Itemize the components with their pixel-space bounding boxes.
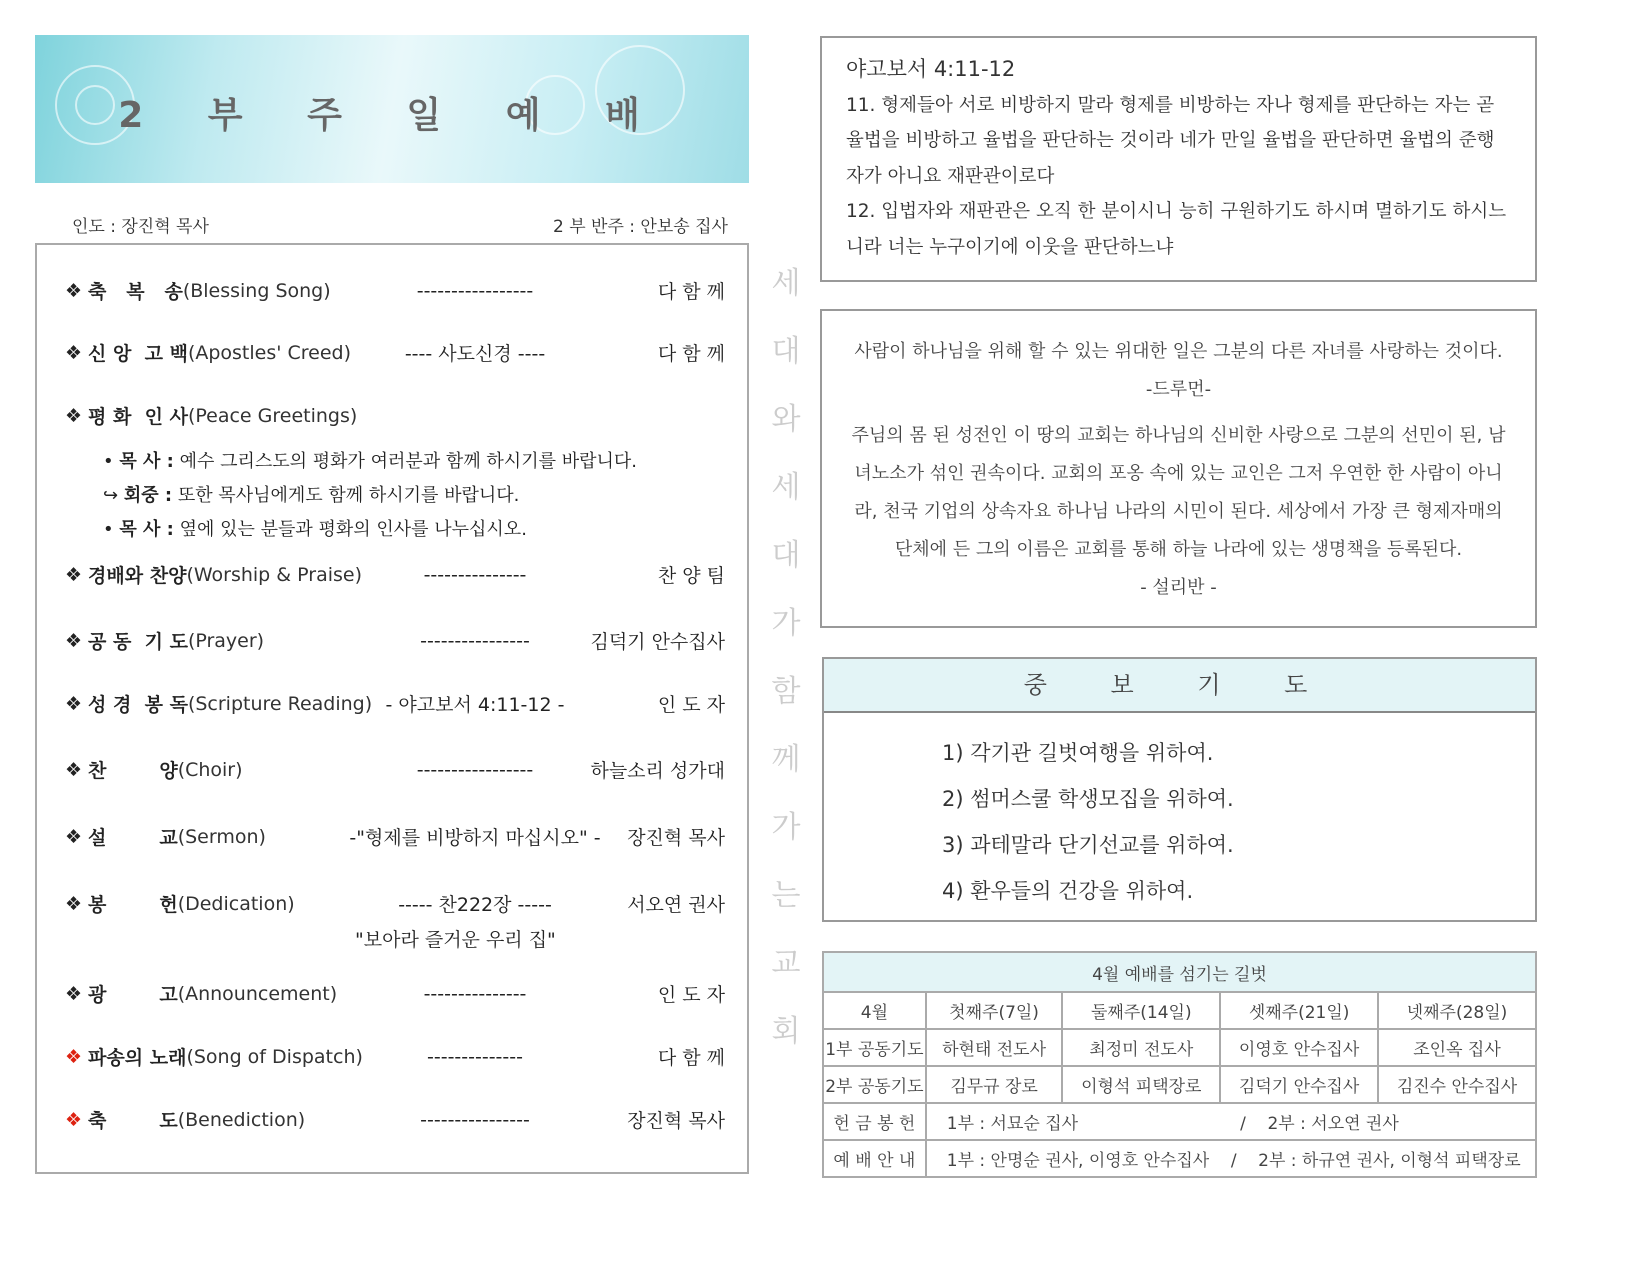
quote-2: 주님의 몸 된 성전인 이 땅의 교회는 하나님의 신비한 사랑으로 그분의 선민이 된, 남녀노소가 섞인 권속이다. 교회의 포옹 속에 있는 교인은 그저 우연한 한 사람이 아니라, 천국 기업의 상속자요 하나님 나라의 시민이 된다. 세상에서 가장 큰 형제자매의 단체에 든 그의 이름은 교회를 통해 하늘 나라에 있는 생명책을 등록된다. xyxy=(851,425,1506,560)
order-item-detail: ----------------- xyxy=(416,758,534,781)
order-item-mid-wrap xyxy=(65,890,725,917)
order-item-en: (Dedication) xyxy=(177,892,295,915)
table-row xyxy=(823,1140,1536,1177)
greeting-speaker: 목 사 : xyxy=(119,451,174,472)
motto-char: 는 xyxy=(771,878,801,913)
intercessory-prayer-box xyxy=(822,657,1537,922)
order-item-detail: ----------------- xyxy=(416,279,534,302)
diamond-bullet-icon: ❖ xyxy=(65,1045,83,1068)
motto-char: 가 xyxy=(771,810,801,845)
table-row xyxy=(823,1029,1536,1066)
cell: 이형석 피택장로 xyxy=(1062,1066,1220,1103)
order-item xyxy=(65,690,725,717)
motto-char: 께 xyxy=(771,742,801,777)
order-item-mid-wrap xyxy=(65,405,725,427)
motto-char: 가 xyxy=(771,606,801,641)
order-item-title: 신 앙 고 백 xyxy=(88,343,188,365)
vertical-motto xyxy=(768,250,804,1066)
table-row xyxy=(823,1066,1536,1103)
cell: 조인옥 집사 xyxy=(1378,1029,1536,1066)
order-item-en: (Scripture Reading) xyxy=(187,692,373,715)
table-row xyxy=(823,992,1536,1029)
order-item-leader: 김덕기 안수집사 xyxy=(590,631,725,653)
diamond-bullet-icon: ❖ xyxy=(65,341,83,364)
header-cell: 넷째주(28일) xyxy=(1378,992,1536,1029)
diamond-bullet-icon: ❖ xyxy=(65,825,83,848)
cell: 김진수 안수집사 xyxy=(1378,1066,1536,1103)
order-item-title: 공 동 기 도 xyxy=(88,631,188,653)
order-item-detail: ----- 찬222장 ----- xyxy=(398,894,552,916)
order-item-leader: 인 도 자 xyxy=(657,694,725,716)
cell: 1부 : 서묘순 집사 / 2부 : 서오연 권사 xyxy=(926,1103,1536,1140)
order-item-detail: - 야고보서 4:11-12 - xyxy=(385,694,565,716)
duty-caption: 4월 예배를 섬기는 길벗 xyxy=(823,952,1536,992)
order-item-mid-wrap xyxy=(65,823,725,850)
order-item-mid-wrap xyxy=(65,280,725,302)
greeting-line xyxy=(103,515,527,541)
quote-2-author: - 설리반 - xyxy=(1140,577,1217,598)
order-item-title: 평 화 인 사 xyxy=(88,406,188,428)
diamond-bullet-icon: ❖ xyxy=(65,279,83,302)
cell: 예 배 안 내 xyxy=(823,1140,926,1177)
greeting-text: 또한 목사님에게도 함께 하시기를 바랍니다. xyxy=(177,485,520,506)
prayer-item: 2) 썸머스쿨 학생모집을 위하여. xyxy=(942,787,1234,811)
order-item-en: (Peace Greetings) xyxy=(187,404,358,427)
quotes-box xyxy=(820,309,1537,628)
motto-char: 대 xyxy=(771,538,801,573)
order-item xyxy=(65,1043,725,1070)
cell: 1부 : 안명순 권사, 이영호 안수집사 / 2부 : 하규연 권사, 이형석 피택장로 xyxy=(926,1140,1536,1177)
order-item-detail: --------------- xyxy=(423,982,527,1005)
order-item-title: 광 고 xyxy=(88,984,178,1006)
order-item-detail: ---------------- xyxy=(420,629,530,652)
order-item-leader: 장진혁 목사 xyxy=(627,1110,725,1132)
header-cell: 둘째주(14일) xyxy=(1062,992,1220,1029)
cell: 이영호 안수집사 xyxy=(1220,1029,1378,1066)
accompanist-label: 2 부 반주 : 안보송 집사 xyxy=(553,217,728,237)
cell: 김무규 장로 xyxy=(926,1066,1063,1103)
order-item-en: (Blessing Song) xyxy=(182,279,331,302)
order-item-detail: -"형제를 비방하지 마십시오" - xyxy=(349,827,601,849)
diamond-bullet-icon: ❖ xyxy=(65,892,83,915)
header-banner xyxy=(35,35,749,183)
order-item xyxy=(65,1106,725,1133)
order-item-leader: 다 함 께 xyxy=(657,1047,725,1069)
diamond-bullet-icon: ❖ xyxy=(65,563,83,586)
cell: 김덕기 안수집사 xyxy=(1220,1066,1378,1103)
order-item-title: 축 복 송 xyxy=(88,281,183,303)
order-item xyxy=(65,277,725,304)
order-item xyxy=(65,823,725,850)
bullet-icon: • xyxy=(103,451,114,472)
order-item-leader: 찬 양 팀 xyxy=(657,565,725,587)
order-item-mid-wrap xyxy=(65,983,725,1005)
verse-12: 12. 입법자와 재판관은 오직 한 분이시니 능히 구원하기도 하시며 멸하기도 하시느니라 너는 누구이기에 이웃을 판단하느냐 xyxy=(846,201,1507,258)
motto-char: 세 xyxy=(771,470,801,505)
order-item xyxy=(65,339,725,366)
quote-1: 사람이 하나님을 위해 할 수 있는 위대한 일은 그분의 다른 자녀를 사랑하는 것이다. xyxy=(854,341,1503,362)
motto-char: 함 xyxy=(771,674,801,709)
dedication-hymn: "보아라 즐거운 우리 집" xyxy=(355,929,556,951)
order-item-mid-wrap xyxy=(65,690,725,717)
order-item-en: (Sermon) xyxy=(177,825,266,848)
bullet-icon: • xyxy=(103,519,114,540)
verse-11: 11. 형제들아 서로 비방하지 말라 형제를 비방하는 자나 형제를 판단하는 자는 곧 율법을 비방하고 율법을 판단하는 것이라 네가 만일 율법을 판단하면 율법의 준행자가 아니요 재판관이로다 xyxy=(846,94,1495,187)
motto-char: 대 xyxy=(771,334,801,369)
greeting-speaker: 회중 : xyxy=(123,485,173,506)
order-item xyxy=(65,627,725,654)
cell: 헌 금 봉 헌 xyxy=(823,1103,926,1140)
order-item-leader: 다 함 께 xyxy=(657,343,725,365)
diamond-bullet-icon: ❖ xyxy=(65,1108,83,1131)
order-item-detail: --------------- xyxy=(423,563,527,586)
order-item xyxy=(65,756,725,783)
order-item-title: 찬 양 xyxy=(88,760,178,782)
motto-char: 와 xyxy=(771,402,801,437)
order-item-en: (Apostles' Creed) xyxy=(187,341,352,364)
order-item-en: (Worship & Praise) xyxy=(186,563,362,586)
order-item-leader: 하늘소리 성가대 xyxy=(590,760,725,782)
scripture-box xyxy=(820,36,1537,282)
cell: 2부 공동기도 xyxy=(823,1066,926,1103)
cell: 1부 공동기도 xyxy=(823,1029,926,1066)
order-item-title: 파송의 노래 xyxy=(88,1047,187,1069)
motto-char: 회 xyxy=(771,1014,801,1049)
order-item-en: (Benediction) xyxy=(177,1108,306,1131)
order-item-title: 성 경 봉 독 xyxy=(88,694,188,716)
greeting-speaker: 목 사 : xyxy=(119,519,174,540)
order-item-en: (Song of Dispatch) xyxy=(186,1045,363,1068)
order-item-mid-wrap xyxy=(65,339,725,366)
diamond-bullet-icon: ❖ xyxy=(65,629,83,652)
quote-1-author: -드루먼- xyxy=(1145,379,1212,400)
order-item xyxy=(65,890,725,917)
order-item-title: 설 교 xyxy=(88,827,178,849)
order-item-detail: ---- 사도신경 ---- xyxy=(404,343,546,365)
order-item-en: (Announcement) xyxy=(177,982,338,1005)
prayer-item: 4) 환우들의 건강을 위하여. xyxy=(942,879,1194,903)
table-row xyxy=(823,1103,1536,1140)
order-item xyxy=(65,980,725,1007)
order-item-en: (Choir) xyxy=(177,758,243,781)
cell: 하현태 전도사 xyxy=(926,1029,1063,1066)
leader-label: 인도 : 장진혁 목사 xyxy=(72,217,209,237)
order-item-leader: 서오연 권사 xyxy=(627,894,725,916)
diamond-bullet-icon: ❖ xyxy=(65,404,83,427)
greeting-text: 예수 그리스도의 평화가 여러분과 함께 하시기를 바랍니다. xyxy=(179,451,637,472)
order-item-detail: -------------- xyxy=(427,1045,523,1068)
header-cell: 첫째주(7일) xyxy=(926,992,1063,1029)
duty-table xyxy=(822,951,1537,1178)
scripture-ref: 야고보서 4:11-12 xyxy=(846,57,1016,81)
order-item-mid-wrap xyxy=(65,1109,725,1131)
greeting-line xyxy=(103,481,519,507)
header-cell: 4월 xyxy=(823,992,926,1029)
order-item-leader: 장진혁 목사 xyxy=(627,827,725,849)
order-item-leader: 인 도 자 xyxy=(657,984,725,1006)
order-item xyxy=(65,561,725,588)
order-item-title: 축 도 xyxy=(88,1110,178,1132)
motto-char: 세 xyxy=(771,266,801,301)
prayer-item: 1) 각기관 길벗여행을 위하여. xyxy=(942,741,1214,765)
prayer-title: 중 보 기 도 xyxy=(824,659,1535,713)
motto-char: 교 xyxy=(771,946,801,981)
order-item-title: 봉 헌 xyxy=(88,894,178,916)
order-item-title: 경배와 찬양 xyxy=(88,565,187,587)
order-item xyxy=(65,402,725,429)
greeting-line xyxy=(103,447,637,473)
diamond-bullet-icon: ❖ xyxy=(65,758,83,781)
order-item-mid-wrap xyxy=(65,564,725,586)
bullet-icon: ↪ xyxy=(103,485,119,506)
prayer-item: 3) 과테말라 단기선교를 위하여. xyxy=(942,833,1234,857)
greeting-text: 옆에 있는 분들과 평화의 인사를 나누십시오. xyxy=(179,519,527,540)
cell: 최정미 전도사 xyxy=(1062,1029,1220,1066)
worship-order xyxy=(35,243,749,1174)
order-item-en: (Prayer) xyxy=(187,629,265,652)
order-item-detail: ---------------- xyxy=(420,1108,530,1131)
diamond-bullet-icon: ❖ xyxy=(65,982,83,1005)
order-item-mid-wrap xyxy=(65,1046,725,1068)
header-cell: 셋째주(21일) xyxy=(1220,992,1378,1029)
diamond-bullet-icon: ❖ xyxy=(65,692,83,715)
page-title: 2 부 주 일 예 배 xyxy=(118,95,666,136)
order-item-leader: 다 함 께 xyxy=(657,281,725,303)
